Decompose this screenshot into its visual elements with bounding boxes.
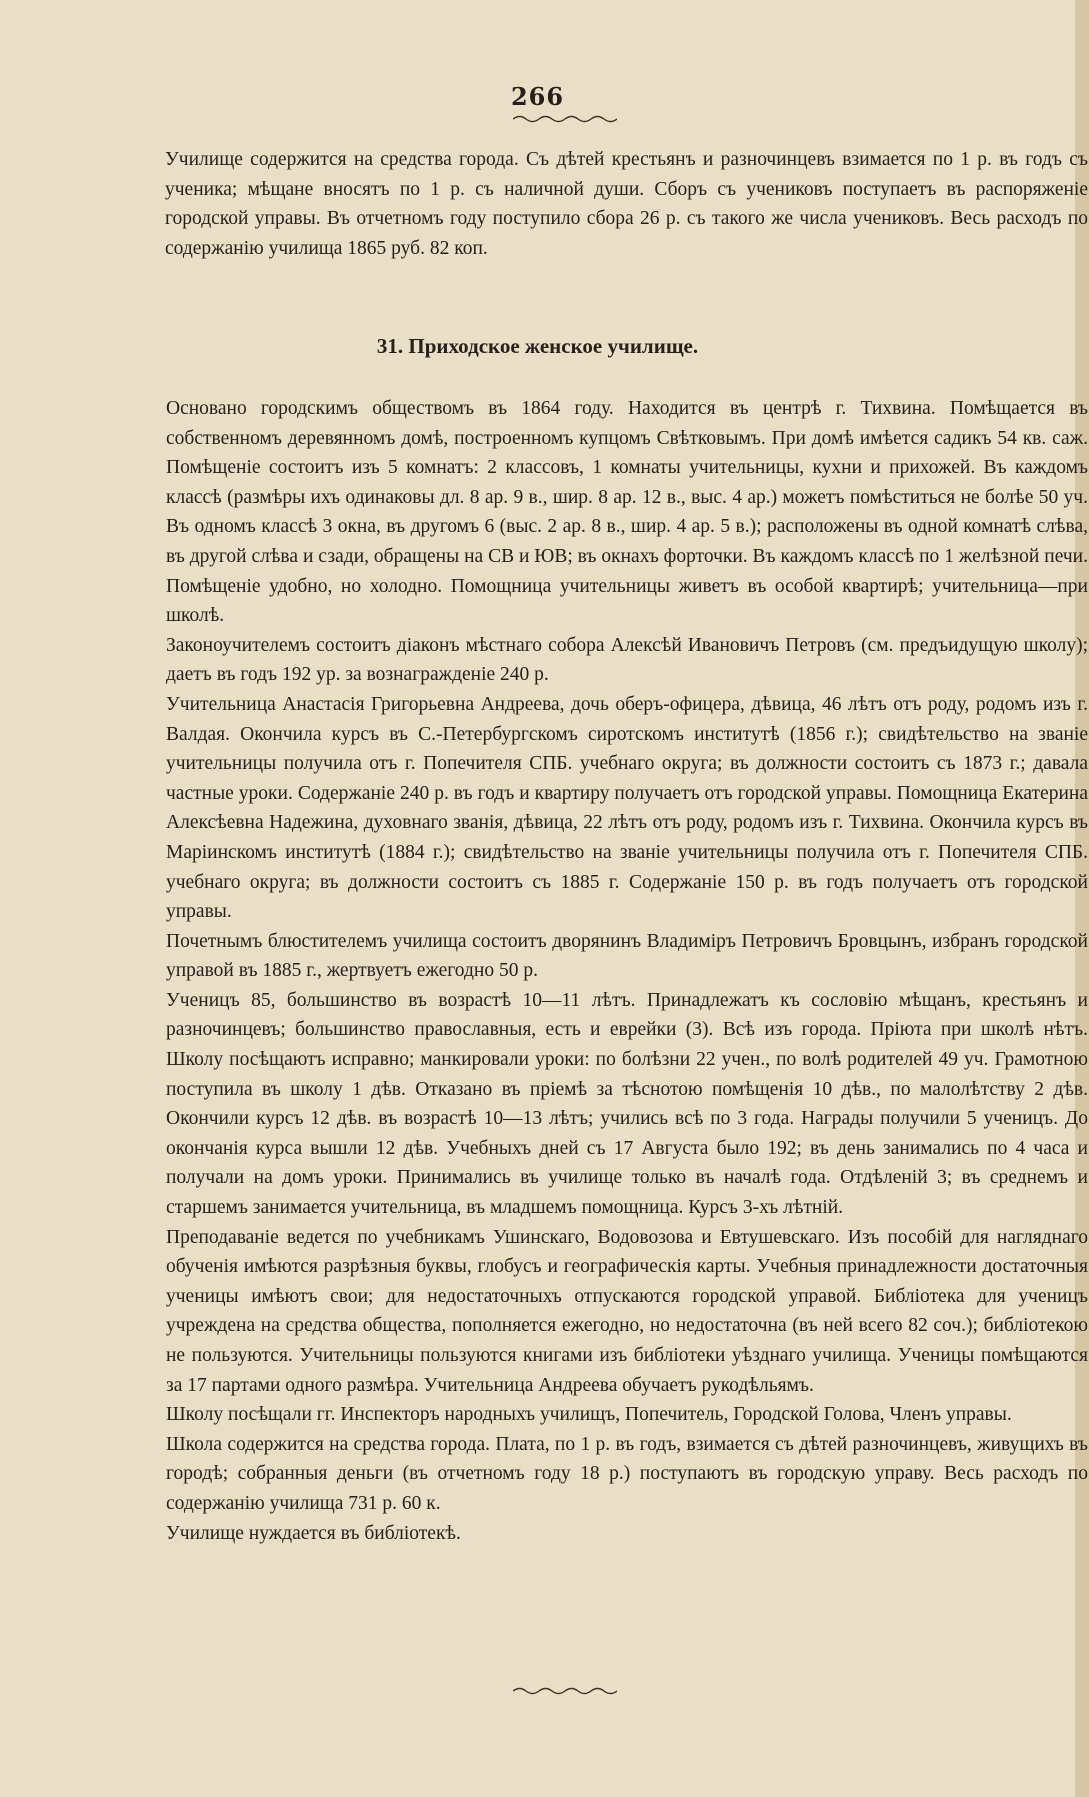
paragraph-visitors: Школу посѣщали гг. Инспекторъ народныхъ училищъ, Попечитель, Городской Голова, Членъ управы.: [166, 1404, 1012, 1426]
paragraph-funding: Школа содержится на средства города. Плата, по 1 р. въ годъ, взимается съ дѣтей разночинцевъ, живущихъ въ городѣ; собранныя деньги (въ отчетномъ году 18 р.) поступаютъ въ городскую управу. Весь расходъ по содержанію училища 731 р. 60 к.: [166, 1433, 1088, 1514]
paragraph-pupils: Ученицъ 85, большинство въ возрастѣ 10—11 лѣтъ. Принадлежатъ къ сословію мѣщанъ, крестьянъ и разночинцевъ; большинство православныя, есть и еврейки (3). Всѣ изъ города. Пріюта при школѣ нѣтъ. Школу посѣщаютъ исправно; манкировали уроки: по болѣзни 22 учен., по волѣ родителей 49 уч. Грамотною поступила въ школу 1 дѣв. Отказано въ пріемѣ за тѣснотою помѣщенія 10 дѣв., по малолѣтству 2 дѣв. Окончили курсъ 12 дѣв. въ возрастѣ 10—13 лѣтъ; учились всѣ по 3 года. Награды получили 5 ученицъ. До окончанія курса вышли 12 дѣв. Учебныхъ дней съ 17 Августа было 192; въ день занимались по 4 часа и получали на домъ уроки. Принимались въ училище только въ началѣ года. Отдѣленій 3; въ среднемъ и старшемъ занимается учительница, въ младшемъ помощница. Курсъ 3-хъ лѣтній.: [166, 989, 1088, 1219]
paragraph-building: Основано городскимъ обществомъ въ 1864 году. Находится въ центрѣ г. Тихвина. Помѣщается въ собственномъ деревянномъ домѣ, построенномъ купцомъ Свѣтковымъ. При домѣ имѣется садикъ 54 кв. саж. Помѣщеніе состоитъ изъ 5 комнатъ: 2 классовъ, 1 комнаты учительницы, кухни и прихожей. Въ каждомъ классѣ (размѣры ихъ одинаковы дл. 8 ар. 9 в., шир. 8 ар. 12 в., выс. 4 ар.) можетъ помѣститься не болѣе 50 уч. Въ одномъ классѣ 3 окна, въ другомъ 6 (выс. 2 ар. 8 в., шир. 4 ар. 5 в.); расположены въ одной комнатѣ слѣва, въ другой слѣва и сзади, обращены на СВ и ЮВ; въ окнахъ форточки. Въ каждомъ классѣ по 1 желѣзной печи. Помѣщеніе удобно, но холодно. Помощница учительницы живетъ въ особой квартирѣ; учительница—при школѣ.: [166, 398, 1088, 627]
paragraph-teaching: Преподаваніе ведется по учебникамъ Ушинскаго, Водовозова и Евтушевскаго. Изъ пособій для нагляднаго обученія имѣются разрѣзныя буквы, глобусъ и географическія карты. Учебныя принадлежности достаточныя ученицы имѣютъ свои; для недостаточныхъ отпускаются городской управой. Библіотека для ученицъ учреждена на средства общества, пополняется ежегодно, но недостаточна (въ ней всего 82 соч.); библіотекою не пользуются. Учительницы пользуются книгами изъ библіотеки уѣзднаго училища. Ученицы помѣщаются за 17 партами одного размѣра. Учительница Андреева обучаетъ рукодѣльямъ.: [166, 1226, 1088, 1396]
paragraph-needs: Училище нуждается въ библіотекѣ.: [166, 1522, 461, 1544]
intro-paragraph: Училище содержится на средства города. Съ дѣтей крестьянъ и разночинцевъ взимается по 1 р. въ годъ съ ученика; мѣщане вносятъ по 1 р. съ наличной души. Сборъ съ учениковъ поступаетъ въ распоряженіе городской управы. Въ отчетномъ году поступило сбора 26 р. съ такого же числа учениковъ. Весь расходъ по содержанію училища 1865 руб. 82 коп.: [165, 149, 1088, 259]
paragraph-law-teacher: Законоучителемъ состоитъ діаконъ мѣстнаго собора Алексѣй Ивановичъ Петровъ (см. предъидущую школу); даетъ въ годъ 192 ур. за вознагражденіе 240 р.: [166, 634, 1088, 686]
section-body: [166, 394, 1088, 1548]
intro-text: [165, 145, 1088, 263]
page-number: 266: [510, 82, 565, 111]
bottom-ornament: [513, 1686, 617, 1696]
top-ornament: [513, 114, 617, 124]
paragraph-trustee: Почетнымъ блюстителемъ училища состоитъ дворянинъ Владиміръ Петровичъ Бровцынъ, избранъ городской управой въ 1885 г., жертвуетъ ежегодно 50 р.: [166, 930, 1088, 982]
section-heading: 31. Приходское женское училище.: [376, 334, 699, 358]
paragraph-teachers: Учительница Анастасія Григорьевна Андреева, дочь оберъ-офицера, дѣвица, 46 лѣтъ отъ роду, родомъ изъ г. Валдая. Окончила курсъ въ С.-Петербургскомъ сиротскомъ институтѣ (1856 г.); свидѣтельство на званіе учительницы получила отъ г. Попечителя СПБ. учебнаго округа; въ должности состоитъ съ 1873 г.; давала частные уроки. Содержаніе 240 р. въ годъ и квартиру получаетъ отъ городской управы. Помощница Екатерина Алексѣевна Надежина, духовнаго званія, дѣвица, 22 лѣтъ отъ роду, родомъ изъ г. Тихвина. Окончила курсъ въ Маріинскомъ институтѣ (1884 г.); свидѣтельство на званіе учительницы получила отъ г. Попечителя СПБ. учебнаго округа; въ должности состоитъ съ 1885 г. Содержаніе 150 р. въ годъ получаетъ отъ городской управы.: [166, 693, 1088, 923]
